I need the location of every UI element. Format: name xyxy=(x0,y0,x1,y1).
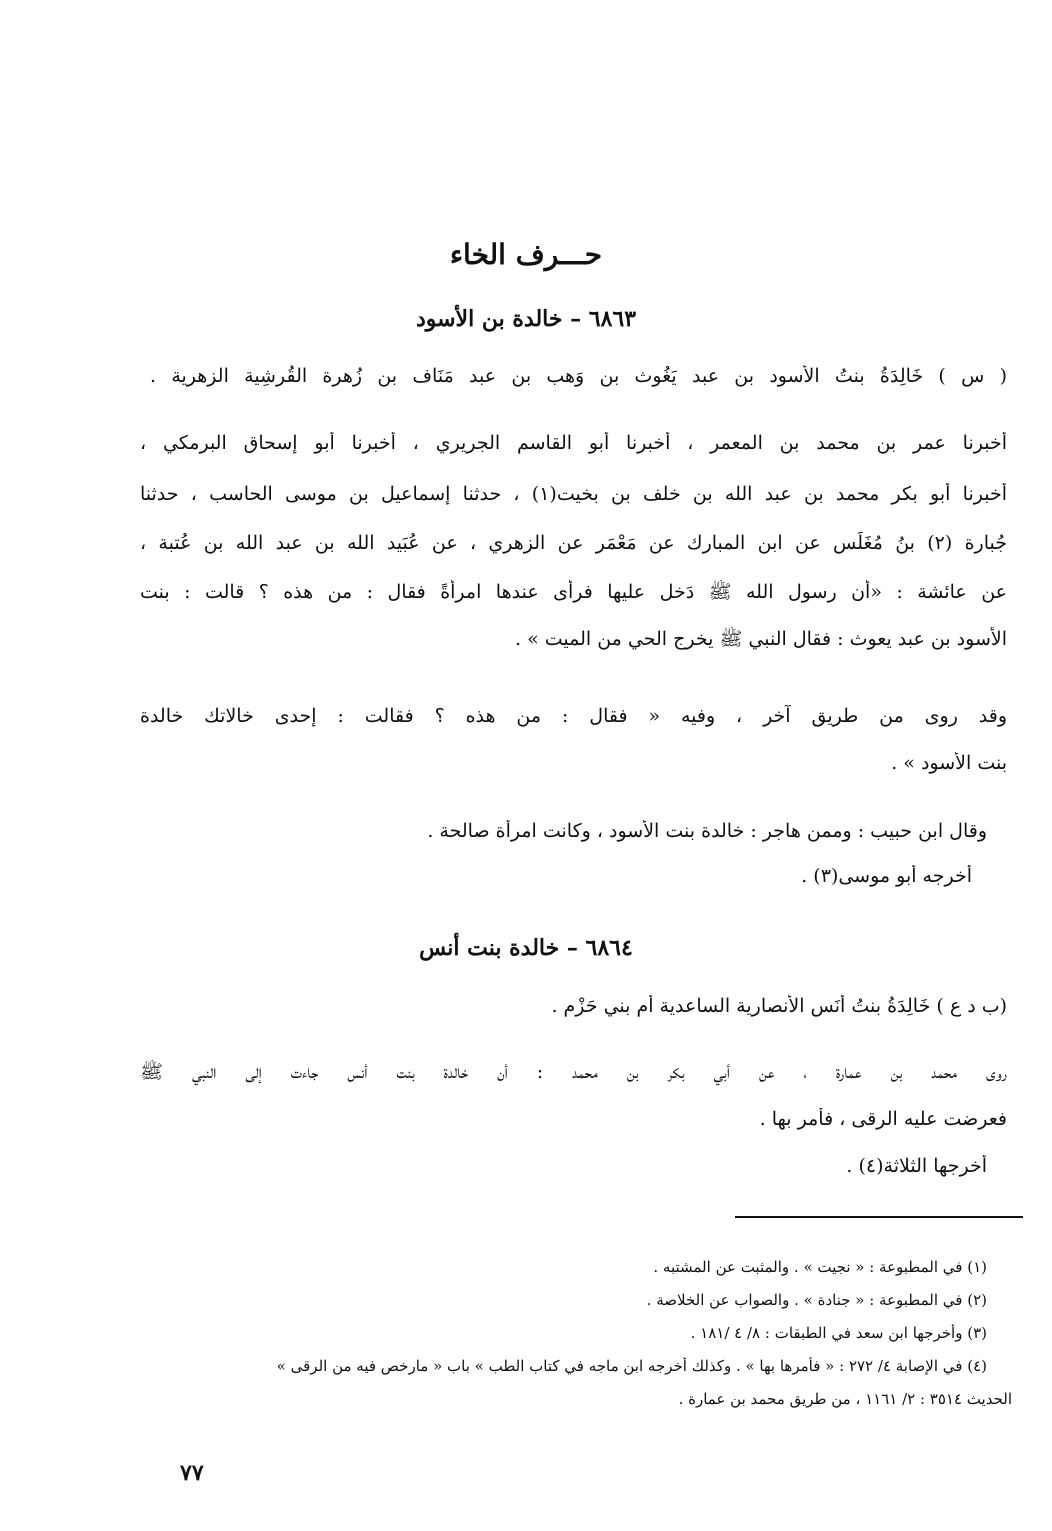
entry-line: أخرجه أبو موسى(٣) . xyxy=(801,865,972,887)
entry-line: أخرجها الثلاثة(٤) . xyxy=(846,1155,987,1177)
entry-line: فعرضت عليه الرقى ، فأمر بها . xyxy=(759,1108,1007,1130)
footnote: الحديث ٣٥١٤ : ٢/ ١١٦١ ، من طريق محمد بن عمارة . xyxy=(678,1390,1012,1408)
footnote: (٢) في المطبوعة : « جنادة » . والصواب عن الخلاصة . xyxy=(646,1291,987,1309)
footnote: (١) في المطبوعة : « نجيت » . والمثبت عن المشتبه . xyxy=(653,1258,987,1276)
entry-line: أخبرنا أبو بكر محمد بن عبد الله بن خلف بن بخيت(١) ، حدثنا إسماعيل بن موسى الحاسب ، حدثنا xyxy=(140,483,1007,505)
entry-line: وقد روى من طريق آخر ، وفيه « فقال : من هذه ؟ فقالت : إحدى خالاتك خالدة xyxy=(140,705,1007,727)
entry-line: جُبارة (٢) بنُ مُغَلِّس عن ابن المبارك عن مَعْمَر عن الزهري ، عن عُبَيد الله بن عبد الله بن عُتبة ، xyxy=(140,532,1007,554)
entry-line: (ب د ع ) خَالِدَةُ بنتُ أَنَس الأنصارية الساعدية أم بني حَزْم . xyxy=(551,995,1007,1017)
entry-title: ٦٨٦٣ – خالدة بن الأسود xyxy=(415,306,637,332)
entry-line: الأسود بن عبد يعوث : فقال النبي ﷺ يخرج الحي من الميت » . xyxy=(514,628,1007,650)
entry-line: وقال ابن حبيب : وممن هاجر : خالدة بنت الأسود ، وكانت امرأة صالحة . xyxy=(427,820,987,842)
entry-title: ٦٨٦٤ – خالدة بنت أنس xyxy=(419,935,633,961)
chapter-title: حـــرف الخاء xyxy=(449,238,603,271)
entry-line: أخبرنا عمر بن محمد بن المعمر ، أخبرنا أبو القاسم الجريري ، أخبرنا أبو إسحاق البرمكي ، xyxy=(140,432,1007,454)
footnote-divider xyxy=(735,1216,1023,1218)
footnote: (٤) في الإصابة ٤/ ٢٧٢ : « فأمرها بها » . وكذلك أخرجه ابن ماجه في كتاب الطب » باب « مارخص فيه من الرقى » xyxy=(276,1357,987,1375)
footnote: (٣) وأخرجها ابن سعد في الطبقات : ٨/ ٤ /١٨١ . xyxy=(690,1324,987,1342)
entry-line: روى محمد بن عمارة ، عن أبي بكر بن محمد : أن خالدة بنت أنس جاءت إلى النبي ﷺ xyxy=(140,1061,1007,1083)
page-number: ٧٧ xyxy=(180,1460,204,1486)
entry-line: ( س ) خَالِدَةُ بنتُ الأَسود بن عبد يَغُوث بن وَهب بن عبد مَنَاف بن زُهرة القُرشِية الزهرية . xyxy=(150,365,1007,387)
entry-line: بنت الأسود » . xyxy=(891,752,1007,774)
entry-line: عن عائشة : «أن رسول الله ﷺ دَخل عليها فرأى عندها امرأةً فقال : من هذه ؟ قالت : بنت xyxy=(140,581,1007,603)
